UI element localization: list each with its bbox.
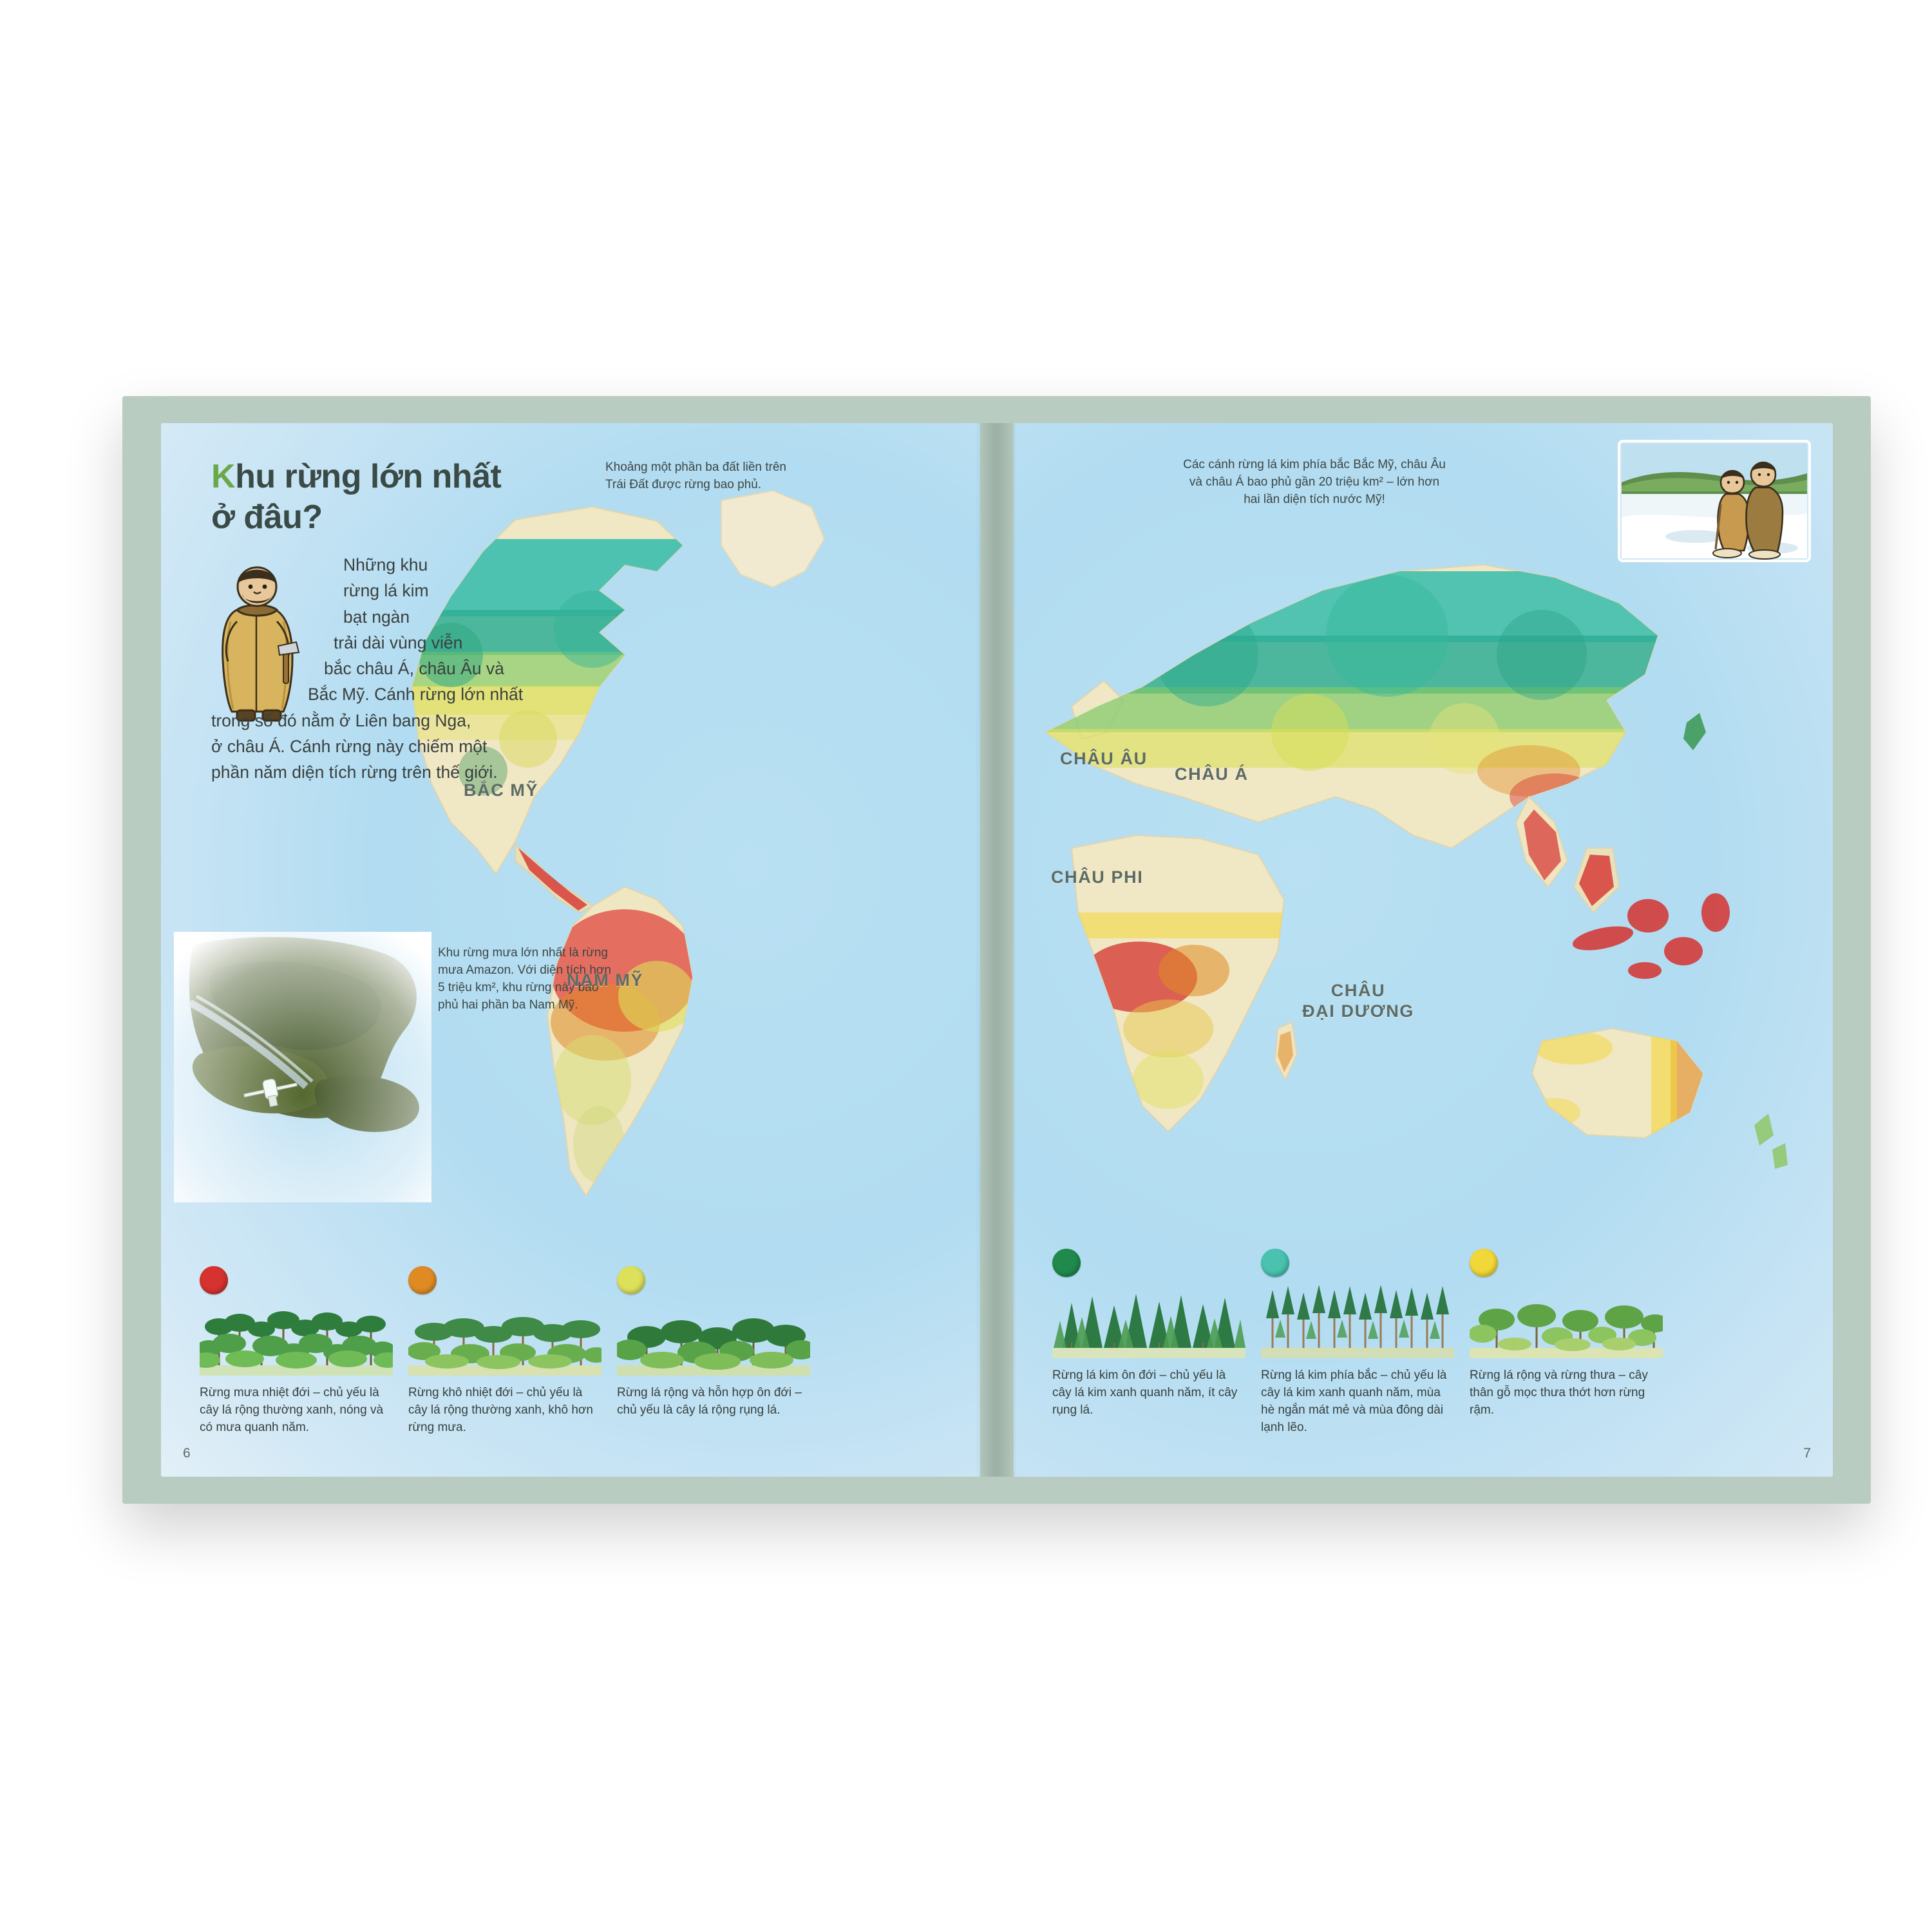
forest-temperate-conifer-icon (1052, 1281, 1245, 1358)
continent-label-north-america: BẮC MỸ (464, 781, 539, 800)
legend-item (1261, 1249, 1454, 1437)
continent-label-africa: CHÂU PHI (1051, 867, 1144, 887)
title-drop-cap: K (211, 458, 236, 495)
legend-item (1052, 1249, 1245, 1437)
legend-left (200, 1266, 954, 1437)
continent-label-south-america: NAM MỸ (567, 971, 644, 990)
forest-sparse-woodland-icon (1470, 1281, 1663, 1358)
intro-line: ở châu Á. Cánh rừng này chiếm một (211, 736, 488, 756)
map-eurasia-africa-oceania (1014, 462, 1833, 1235)
continent-label-oceania-line1: CHÂU (1331, 981, 1386, 1000)
forest-tropical-dry-icon (408, 1298, 601, 1376)
page-number-right: 7 (1803, 1446, 1811, 1461)
intro-line: trải dài vùng viễn (334, 632, 463, 652)
page-left (161, 423, 980, 1477)
legend-label: Rừng lá kim ôn đới – chủ yếu là cây lá kim xanh quanh năm, ít cây rụng lá. (1052, 1368, 1238, 1417)
legend-label: Rừng khô nhiệt đới – chủ yếu là cây lá rộng thường xanh, khô hơn rừng mưa. (408, 1386, 593, 1435)
page-title (211, 457, 623, 538)
legend-color-swatch (617, 1266, 645, 1294)
caption-forest-cover: Khoảng một phần ba đất liền trên Trái Đất được rừng bao phủ. (605, 460, 786, 491)
legend-color-swatch (200, 1266, 228, 1294)
legend-color-swatch (1470, 1249, 1498, 1277)
legend-item (408, 1266, 601, 1437)
legend-label: Rừng lá kim phía bắc – chủ yếu là cây lá kim xanh quanh năm, mùa hè ngắn mát mẻ và mùa đông dài lạnh lẽo. (1261, 1368, 1447, 1435)
intro-line: Bắc Mỹ. Cánh rừng lớn nhất (308, 685, 524, 705)
intro-paragraph-block (211, 552, 598, 785)
intro-line: rừng lá kim (343, 581, 429, 601)
caption-boreal-forest: Các cánh rừng lá kim phía bắc Bắc Mỹ, châu Âu và châu Á bao phủ gần 20 triệu km² – lớn hơn hai lần diện tích nước Mỹ! (1183, 458, 1446, 506)
continent-label-asia: CHÂU Á (1175, 764, 1249, 784)
page-right (1014, 423, 1833, 1477)
forest-tropical-rainforest-icon (200, 1298, 393, 1376)
legend-label: Rừng mưa nhiệt đới – chủ yếu là cây lá rộng thường xanh, nóng và có mưa quanh năm. (200, 1386, 384, 1435)
legend-label: Rừng lá rộng và rừng thưa – cây thân gỗ mọc thưa thớt hơn rừng rậm. (1470, 1368, 1648, 1417)
title-line-2: ở đâu? (211, 498, 323, 536)
legend-right (1052, 1249, 1807, 1437)
legend-color-swatch (1052, 1249, 1081, 1277)
page-number-left: 6 (183, 1446, 191, 1461)
continent-label-oceania-line2: ĐẠI DƯƠNG (1302, 1001, 1414, 1021)
legend-item (200, 1266, 393, 1437)
intro-line: Những khu (343, 555, 428, 574)
continent-label-europe: CHÂU ÂU (1060, 749, 1148, 768)
title-line-1: hu rừng lớn nhất (235, 458, 502, 495)
legend-color-swatch (1261, 1249, 1289, 1277)
forest-temperate-broadleaf-icon (617, 1298, 810, 1376)
book-spine-shadow (976, 423, 1016, 1477)
illustration-arctic-hunters (1618, 440, 1811, 562)
caption-amazon: Khu rừng mưa lớn nhất là rừng mưa Amazon. Với diện tích hơn 5 triệu km², khu rừng này bao phủ hai phần ba Nam Mỹ. (438, 946, 611, 1012)
legend-color-swatch (408, 1266, 437, 1294)
continent-label-oceania (1284, 981, 1432, 1022)
intro-line: bạt ngàn (343, 607, 410, 627)
intro-line: trong số đó nằm ở Liên bang Nga, (211, 710, 471, 730)
legend-item (1470, 1249, 1663, 1437)
forest-boreal-conifer-icon (1261, 1281, 1454, 1358)
intro-line: bắc châu Á, châu Âu và (324, 659, 504, 679)
amazon-aerial-photo (174, 932, 431, 1202)
intro-line: phần năm diện tích rừng trên thế giới. (211, 762, 498, 782)
legend-item (617, 1266, 810, 1437)
open-book-spread (122, 396, 1871, 1504)
legend-label: Rừng lá rộng và hỗn hợp ôn đới – chủ yếu là cây lá rộng rụng lá. (617, 1386, 802, 1417)
intro-paragraph (211, 552, 598, 785)
